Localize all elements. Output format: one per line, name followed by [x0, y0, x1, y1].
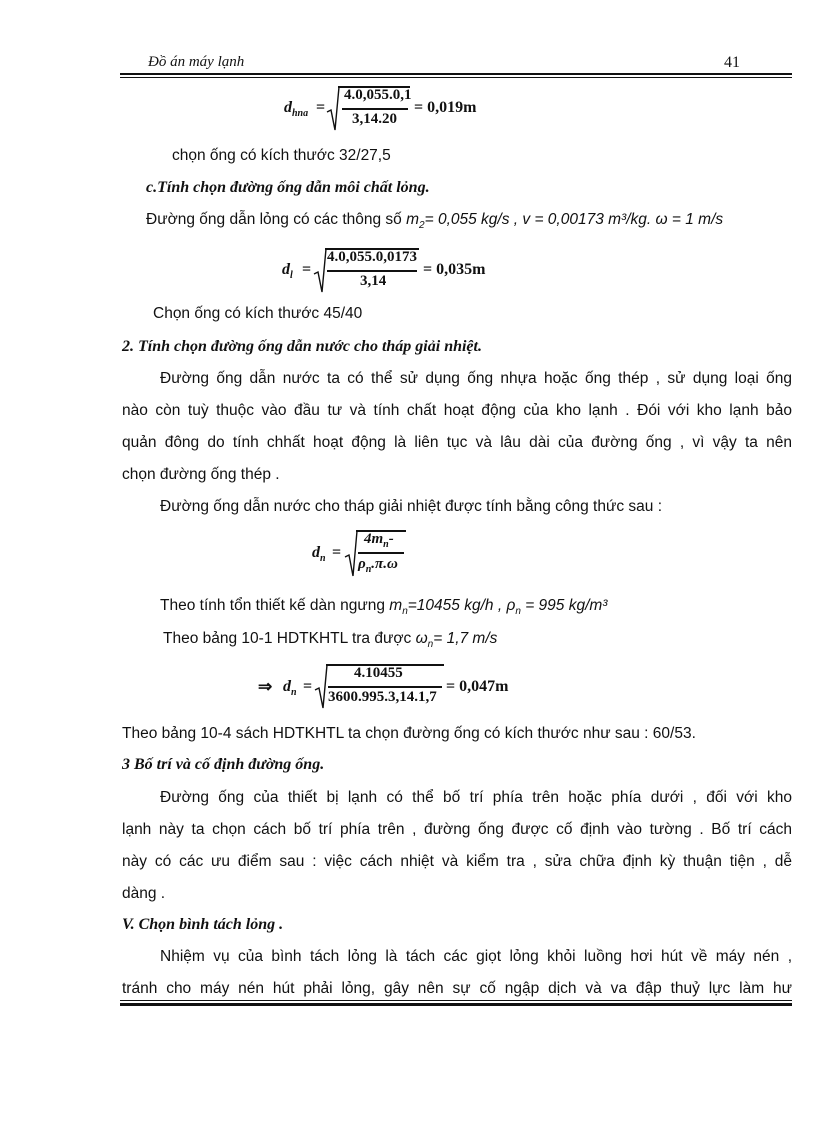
formula-result: = 0,019m: [414, 99, 477, 116]
text-line-condenser: Theo tính tổn thiết kế dàn ngưng $m_n=10455$ kg/h , $\rho_n = 995$ kg/m³: [160, 597, 608, 618]
formula-subscript: hna: [292, 108, 309, 120]
formula-result: = 0,035m: [423, 261, 486, 278]
text-line: Đường ống dẫn nước cho tháp giải nhiệt được tính bằng công thức sau :: [160, 498, 663, 515]
text-line: Theo bảng 10-4 sách HDTKHTL ta chọn đường ống có kích thước như sau : 60/53.: [122, 725, 696, 742]
sqrt-icon: [344, 530, 358, 578]
formula-symbol: d: [282, 261, 290, 278]
formula-numerator: 4.10455: [354, 665, 403, 681]
sqrt-icon: [326, 86, 340, 132]
section-heading-3: 3 Bố trí và cố định đường ống.: [122, 756, 325, 773]
header-title: Đồ án máy lạnh: [148, 54, 245, 70]
text-line-params: Đường ống dẫn lỏng có các thông số $m_2= 0,055$ kg/s , v = 0,00173 m³/kg. ω = 1 m/s: [146, 211, 724, 232]
paragraph-line: nào còn tuỳ thuộc vào đầu tư và tính chất hoạt động của kho lạnh . Đói với kho lạnh bảo: [122, 402, 792, 419]
paragraph-line: Đường ống dẫn nước ta có thể sử dụng ống nhựa hoặc ống thép , sử dụng loại ống: [160, 370, 792, 387]
paragraph-line: này có các ưu điểm sau : việc cách nhiệt và kiểm tra , sửa chữa định kỳ thuận tiện , dễ: [122, 853, 792, 870]
footer-rule: [120, 1003, 792, 1006]
paragraph-line: Đường ống của thiết bị lạnh có thể bố trí phía trên hoặc phía dưới , đối với kho: [160, 789, 792, 806]
sqrt-icon: [314, 664, 328, 710]
formula-numerator: 4.0,055.0,1: [344, 87, 412, 103]
header-rule-thin: [120, 77, 792, 78]
formula-denominator: $\rho_n.\pi.\omega$: [358, 556, 398, 575]
text-line: chọn ống có kích thước 32/27,5: [172, 147, 391, 164]
text-line: Chọn ống có kích thước 45/40: [153, 305, 363, 322]
formula-numerator: 4.0,055.0,0173: [327, 249, 417, 265]
formula-denominator: 3600.995.3,14.1,7: [328, 689, 437, 705]
formula-subscript: n: [291, 687, 297, 699]
formula-subscript: l: [290, 270, 293, 282]
formula-result: = 0,047m: [446, 678, 509, 695]
formula-subscript: n: [320, 553, 326, 565]
paragraph-line: lạnh này ta chọn cách bố trí phía trên , đường ống được cố định vào tường . Bố trí cách: [122, 821, 792, 838]
section-heading-c: c.Tính chọn đường ống dẫn môi chất lỏng.: [146, 179, 430, 196]
formula-symbol: d: [284, 99, 292, 116]
paragraph-line: dàng .: [122, 885, 166, 902]
formula-denominator: 3,14: [360, 273, 387, 289]
footer-rule-thin: [120, 1000, 792, 1001]
paragraph-line: quản đông do tính chhất hoạt động là liên tục và lâu dài của đường ống , vì vậy ta nên: [122, 434, 792, 451]
paragraph-line: chọn đường ống thép .: [122, 466, 280, 483]
formula-numerator: $4m_n-$: [364, 531, 394, 550]
formula-symbol: d: [283, 678, 291, 695]
section-heading-v: V. Chọn bình tách lỏng .: [122, 916, 284, 933]
header-rule: [120, 73, 792, 75]
formula-denominator: 3,14.20: [352, 111, 397, 127]
paragraph-line: tránh cho máy nén hút phải lỏng, gây nên sự cố ngập dịch và va đập thuỷ lực làm hư: [122, 980, 792, 997]
section-heading-2: 2. Tính chọn đường ống dẫn nước cho tháp giải nhiệt.: [122, 338, 482, 355]
paragraph-line: Nhiệm vụ của bình tách lỏng là tách các giọt lỏng khỏi luồng hơi hút về máy nén ,: [160, 948, 792, 965]
sqrt-icon: [313, 248, 327, 294]
arrow-icon: ⇒: [258, 677, 273, 696]
formula-symbol: d: [312, 544, 320, 561]
page-number: 41: [724, 54, 740, 71]
text-line-table: Theo bảng 10-1 HDTKHTL tra được $\omega_n= 1,7$ m/s: [163, 630, 498, 651]
